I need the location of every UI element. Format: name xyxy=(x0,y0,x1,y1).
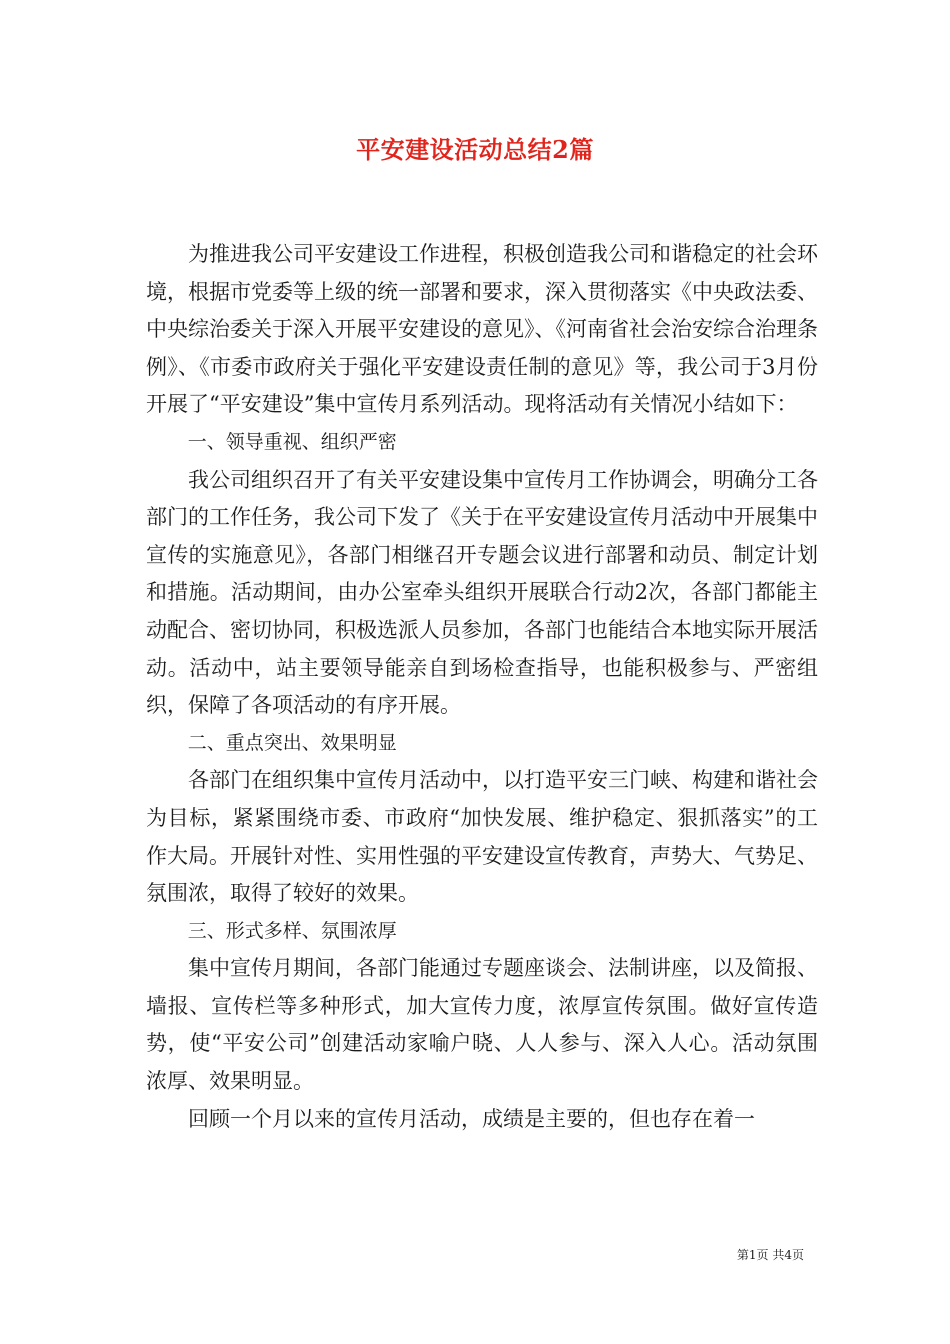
paragraph-review: 回顾一个月以来的宣传月活动，成绩是主要的，但也存在着一 xyxy=(188,1106,755,1131)
document-body xyxy=(146,236,818,1138)
section-heading-3: 三、形式多样、氛围浓厚 xyxy=(187,919,397,942)
paragraph-section-1: 我公司组织召开了有关平安建设集中宣传月工作协调会，明确分工各部门的工作任务，我公司下发了《关于在平安建设宣传月活动中开展集中宣传的实施意见》，各部门相继召开专题会议进行部署和动员、制定计划和措施。活动期间，由办公室牵头组织开展联合行动2次，各部门都能主动配合、密切协同，积极选派人员参加，各部门也能结合本地实际开展活动。活动中，站主要领导能亲自到场检查指导，也能积极参与、严密组织，保障了各项活动的有序开展。 xyxy=(146,467,818,718)
section-heading-2: 二、重点突出、效果明显 xyxy=(187,731,397,754)
document-title: 平安建设活动总结2篇 xyxy=(356,135,594,164)
page-number-footer: 第1页 共4页 xyxy=(736,1248,804,1262)
section-heading-1: 一、领导重视、组织严密 xyxy=(187,430,397,453)
paragraph-intro: 为推进我公司平安建设工作进程，积极创造我公司和谐稳定的社会环境，根据市党委等上级的统一部署和要求，深入贯彻落实《中央政法委、中央综治委关于深入开展平安建设的意见》、《河南省社会治安综合治理条例》、《市委市政府关于强化平安建设责任制的意见》等，我公司于3月份开展了“平安建设”集中宣传月系列活动。现将活动有关情况小结如下： xyxy=(146,242,818,417)
paragraph-section-3: 集中宣传月期间，各部门能通过专题座谈会、法制讲座，以及简报、墙报、宣传栏等多种形式，加大宣传力度，浓厚宣传氛围。做好宣传造势，使“平安公司”创建活动家喻户晓、人人参与、深入人心。活动氛围浓厚、效果明显。 xyxy=(146,956,818,1094)
paragraph-section-2: 各部门在组织集中宣传月活动中，以打造平安三门峡、构建和谐社会为目标，紧紧围绕市委、市政府“加快发展、维护稳定、狠抓落实”的工作大局。开展针对性、实用性强的平安建设宣传教育，声势大、气势足、氛围浓，取得了较好的效果。 xyxy=(146,768,818,906)
